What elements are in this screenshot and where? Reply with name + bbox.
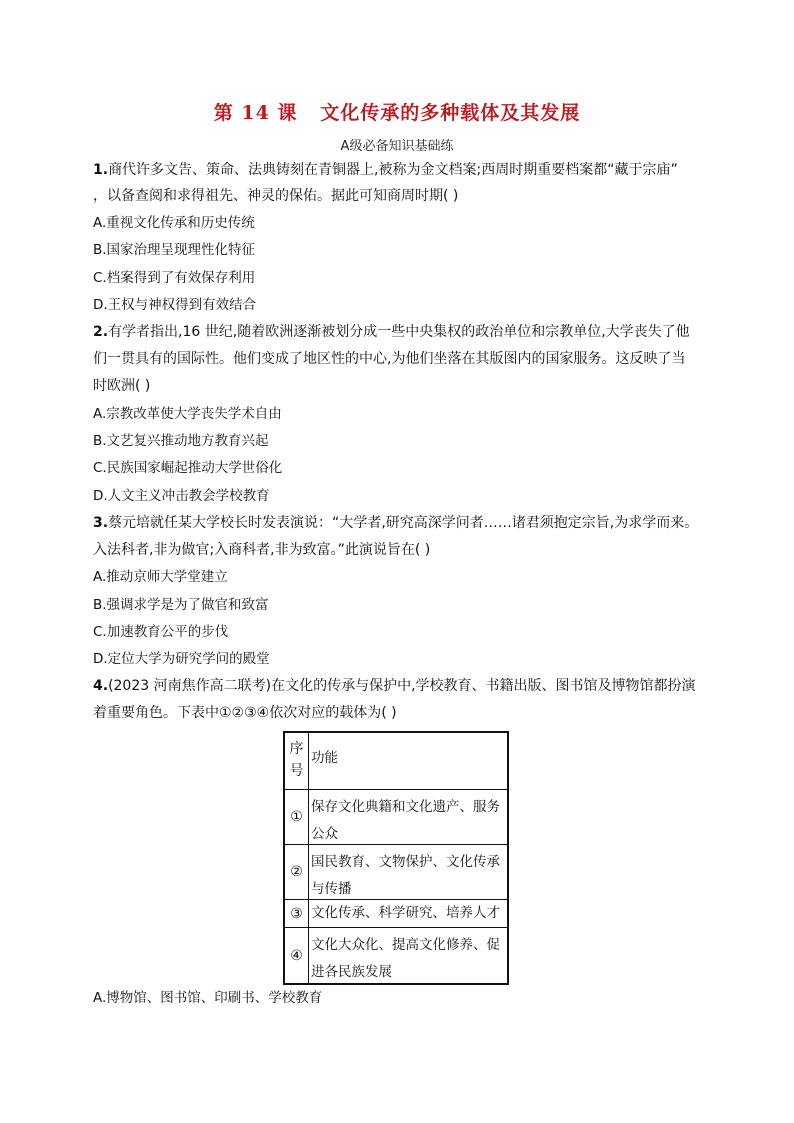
table-row [285, 790, 507, 845]
option-b: B.文艺复兴推动地方教育兴起 [93, 433, 269, 449]
row-number: ① [285, 790, 309, 844]
question-text: 蔡元培就任某大学校长时发表演说：“大学者,研究高深学问者……诸君须抱定宗旨,为求学而来。 [108, 515, 699, 531]
row-function: 文化大众化、提高文化修养、促进各民族发展 [311, 937, 500, 980]
question-3-line-2: 入法科者,非为做官;入商科者,非为致富。”此演说旨在( ) [93, 542, 431, 558]
table-row [285, 928, 507, 983]
lesson-title: 第 14 课 文化传承的多种载体及其发展 [213, 102, 581, 124]
question-1-line-1 [93, 160, 678, 180]
question-1-line-2: ，以备查阅和求得祖先、神灵的保佑。据此可知商周时期( ) [93, 188, 459, 204]
row-number: ④ [285, 928, 309, 983]
question-text: (2023 河南焦作高二联考)在文化的传承与保护中,学校教育、书籍出版、图书馆及博物馆都扮演 [108, 678, 696, 694]
option-a: A.推动京师大学堂建立 [93, 569, 228, 585]
row-number: ② [285, 845, 309, 899]
row-number: ③ [285, 900, 309, 927]
table-header-function: 功能 [311, 750, 338, 766]
option-c: C.加速教育公平的步伐 [93, 624, 229, 640]
question-number: 4. [93, 678, 109, 694]
row-function: 国民教育、文物保护、文化传承与传播 [311, 854, 500, 897]
option-a: A.宗教改革使大学丧失学术自由 [93, 406, 282, 422]
option-b: B.国家治理呈现理性化特征 [93, 242, 256, 258]
question-4-line-2: 着重要角色。下表中①②③④依次对应的载体为( ) [93, 705, 397, 721]
section-subtitle: A级必备知识基础练 [340, 139, 454, 154]
question-number: 1. [93, 162, 109, 178]
row-function: 文化传承、科学研究、培养人才 [311, 905, 500, 921]
option-b: B.强调求学是为了做官和致富 [93, 597, 269, 613]
question-number: 3. [93, 515, 109, 531]
table-row [285, 900, 507, 928]
table-header-num: 序号 [285, 733, 309, 789]
question-text: 商代许多文告、策命、法典铸刻在青铜器上,被称为金文档案;西周时期重要档案都“藏于宗庙” [108, 162, 678, 178]
option-a: A.博物馆、图书馆、印刷书、学校教育 [93, 990, 323, 1006]
question-3-line-1 [93, 513, 698, 533]
question-number: 2. [93, 324, 109, 340]
option-a: A.重视文化传承和历史传统 [93, 215, 255, 231]
option-d: D.定位大学为研究学问的殿堂 [93, 651, 270, 667]
option-d: D.王权与神权得到有效结合 [93, 297, 257, 313]
question-4-line-1 [93, 676, 696, 696]
option-c: C.档案得到了有效保存利用 [93, 270, 256, 286]
question-2-line-1 [93, 322, 690, 342]
question-2-line-3: 时欧洲( ) [93, 378, 151, 394]
question-2-line-2: 们一贯具有的国际性。他们变成了地区性的中心,为他们坐落在其版图内的国家服务。这反映了当 [93, 351, 686, 367]
option-d: D.人文主义冲击教会学校教育 [93, 488, 270, 504]
row-function: 保存文化典籍和文化遗产、服务公众 [311, 799, 500, 842]
table-header-row [285, 733, 507, 790]
option-c: C.民族国家崛起推动大学世俗化 [93, 460, 283, 476]
question-text: 有学者指出,16 世纪,随着欧洲逐渐被划分成一些中央集权的政治单位和宗教单位,大学丧失了他 [108, 324, 690, 340]
table-row [285, 845, 507, 900]
carrier-function-table [283, 731, 509, 985]
